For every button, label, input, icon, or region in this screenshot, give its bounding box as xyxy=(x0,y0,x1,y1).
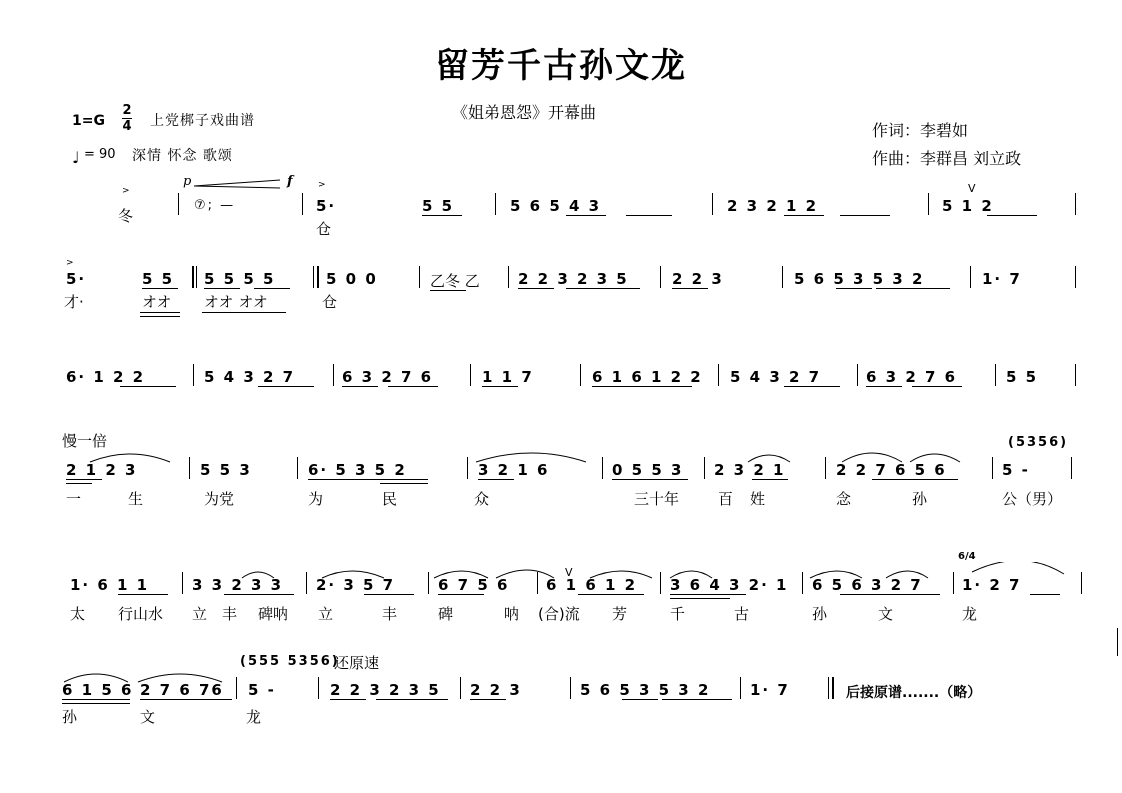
accent-mark: > xyxy=(318,180,326,190)
beam-line xyxy=(670,594,746,595)
beam-line xyxy=(566,288,640,289)
measure: 1· 7 xyxy=(750,681,790,699)
beam-line xyxy=(752,479,788,480)
beam-line xyxy=(62,699,130,700)
beam-line xyxy=(204,288,240,289)
lyric: 文 xyxy=(878,605,894,623)
lyric: 孙 xyxy=(912,490,928,508)
lyric: 太 xyxy=(70,605,86,623)
measure: 2 1 2 3 xyxy=(66,461,138,479)
beam-line xyxy=(438,594,484,595)
lyric: 一 xyxy=(66,490,82,508)
barline xyxy=(1075,364,1076,386)
lyric: 百 xyxy=(718,490,734,508)
measure: 6 3 2 7 6 xyxy=(866,368,958,386)
grace-notes: (5356) xyxy=(1008,435,1069,450)
repeat-start-barline xyxy=(196,266,197,288)
beam-line xyxy=(430,290,466,291)
accent-mark: > xyxy=(66,258,74,268)
tempo-mark: 慢一倍 xyxy=(62,432,108,450)
barline xyxy=(460,677,461,699)
barline xyxy=(1071,457,1072,479)
measure: 5· xyxy=(66,270,87,288)
measure: 6· 5 3 5 2 xyxy=(308,461,407,479)
beam-line xyxy=(482,386,518,387)
key-signature: 1=G xyxy=(72,113,105,129)
measure: 1· 6 1 1 xyxy=(70,576,150,594)
measure: 1 1 7 xyxy=(482,368,534,386)
lyric: 文 xyxy=(140,708,156,726)
score-subtitle: 《姐弟恩怨》开幕曲 xyxy=(452,103,597,122)
barline xyxy=(712,193,713,215)
beam-line xyxy=(840,215,890,216)
lyric: 姓 xyxy=(750,490,766,508)
beam-line xyxy=(518,288,554,289)
barline xyxy=(995,364,996,386)
breath-mark: V xyxy=(968,182,976,195)
beam-line xyxy=(672,288,708,289)
beam-line xyxy=(140,316,180,317)
measure: 6 3 2 7 6 xyxy=(342,368,434,386)
barline xyxy=(660,572,661,594)
barline xyxy=(740,677,741,699)
crescendo-hairpin-icon xyxy=(180,176,300,192)
beam-line xyxy=(258,386,314,387)
beam-line xyxy=(330,699,366,700)
barline xyxy=(718,364,719,386)
lyric: 念 xyxy=(836,490,852,508)
beam-line xyxy=(470,699,506,700)
beam-line xyxy=(118,594,168,595)
beam-line xyxy=(478,479,514,480)
beam-line xyxy=(66,483,92,484)
beam-line xyxy=(388,386,438,387)
barline xyxy=(419,266,420,288)
measure: 5 6 5 4 3 xyxy=(510,197,602,215)
beam-line xyxy=(662,699,732,700)
dynamic-piano: p xyxy=(183,174,192,189)
beam-line xyxy=(578,594,644,595)
measure: 2 2 7 6 5 6 xyxy=(836,461,947,479)
beam-line xyxy=(912,386,962,387)
lyric: 三十年 xyxy=(634,490,680,508)
beam-line xyxy=(872,479,958,480)
barline xyxy=(467,457,468,479)
measure: 5 0 0 xyxy=(326,270,378,288)
measure: 5· xyxy=(316,197,337,215)
measure: 2 7 6 76 xyxy=(140,681,224,699)
mood-label: 深情 怀念 歌颂 xyxy=(132,148,233,164)
measure: 6 1 6 1 2 2 xyxy=(592,368,703,386)
beam-line xyxy=(142,288,178,289)
barline xyxy=(782,266,783,288)
beam-line xyxy=(140,312,180,313)
lyric: 呐 xyxy=(504,605,520,623)
beam-line xyxy=(202,312,286,313)
beam-line xyxy=(784,386,840,387)
measure: 1· 2 7 xyxy=(962,576,1022,594)
barline xyxy=(704,457,705,479)
measure: 5 5 5 5 xyxy=(204,270,276,288)
lyric: 千 xyxy=(670,605,686,623)
beam-line xyxy=(66,479,102,480)
beam-line xyxy=(840,594,940,595)
measure: 2· 3 5 7 xyxy=(316,576,396,594)
measure: 5 1 2 xyxy=(942,197,994,215)
barline xyxy=(333,364,334,386)
measure: 2 2 3 2 3 5 xyxy=(330,681,441,699)
barline xyxy=(236,677,237,699)
lyric: 立 xyxy=(318,605,334,623)
tempo-restore-mark: 还原速 xyxy=(334,654,380,672)
repeat-end-barline xyxy=(313,266,314,288)
measure: 5 5 xyxy=(1006,368,1039,386)
beam-line xyxy=(120,386,176,387)
barline xyxy=(189,457,190,479)
beam-line xyxy=(254,288,290,289)
barline xyxy=(297,457,298,479)
beam-line xyxy=(866,386,902,387)
beam-line xyxy=(308,479,428,480)
lyric: 孙 xyxy=(62,708,78,726)
barline xyxy=(660,266,661,288)
barline xyxy=(193,364,194,386)
breath-mark: V xyxy=(565,566,573,579)
lyric: 行山水 xyxy=(118,605,164,623)
barline xyxy=(470,364,471,386)
lyric: 碑 xyxy=(438,605,454,623)
measure: 2 2 3 xyxy=(470,681,522,699)
measure: 2 3 2 1 2 xyxy=(727,197,819,215)
measure: 6 5 6 3 2 7 xyxy=(812,576,923,594)
barline xyxy=(1075,266,1076,288)
measure: 3 6 4 3 2· 1 xyxy=(670,576,789,594)
barline xyxy=(857,364,858,386)
lyric: 公（男） xyxy=(1002,490,1063,508)
barline xyxy=(318,677,319,699)
measure: 乙冬 乙 xyxy=(430,272,480,290)
beam-line xyxy=(626,215,672,216)
beam-line xyxy=(612,479,688,480)
time-signature-denominator: 4 xyxy=(122,119,132,134)
lyric: 为党 xyxy=(204,490,235,508)
lyric: 丰 xyxy=(382,605,398,623)
dynamic-forte: f xyxy=(287,174,293,189)
barline xyxy=(580,364,581,386)
measure: 5 - xyxy=(248,681,276,699)
lyric: (合)流 xyxy=(538,605,580,623)
beam-line xyxy=(876,288,950,289)
barline xyxy=(570,677,571,699)
beam-line xyxy=(566,215,606,216)
measure: 0 5 5 3 xyxy=(612,461,684,479)
accent-mark: > xyxy=(122,186,130,196)
barline xyxy=(970,266,971,288)
beam-line xyxy=(1030,594,1060,595)
beam-line xyxy=(987,215,1037,216)
barline xyxy=(953,572,954,594)
beam-line xyxy=(422,215,462,216)
beam-line xyxy=(592,386,692,387)
beam-line xyxy=(364,594,414,595)
measure: 5 6 5 3 5 3 2 xyxy=(580,681,711,699)
measure: 2 2 3 xyxy=(672,270,724,288)
quarter-note-icon: ♩ xyxy=(72,148,80,167)
grace-notes: (555 5356) xyxy=(240,654,340,669)
barline xyxy=(602,457,603,479)
lyric: 丰 xyxy=(222,605,238,623)
measure: 6 7 5 6 xyxy=(438,576,510,594)
lyric: 古 xyxy=(734,605,750,623)
measure: 3 3 2 3 3 xyxy=(192,576,284,594)
beam-line xyxy=(836,288,872,289)
barline xyxy=(802,572,803,594)
measure: 5 4 3 2 7 xyxy=(204,368,296,386)
barline xyxy=(828,677,829,699)
measure: ⑦; — xyxy=(194,198,236,213)
lyric: 龙 xyxy=(962,605,978,623)
barline xyxy=(182,572,183,594)
lyricist-credit: 作词：李碧如 xyxy=(872,121,969,140)
beam-line xyxy=(140,699,232,700)
measure: 6· 1 2 2 xyxy=(66,368,146,386)
genre-label: 上党梆子戏曲谱 xyxy=(150,113,255,129)
measure: 2 3 2 1 xyxy=(714,461,786,479)
measure: 5 5 xyxy=(142,270,175,288)
measure: 5 - xyxy=(1002,461,1030,479)
measure: 2 2 3 2 3 5 xyxy=(518,270,629,288)
lyric: 龙 xyxy=(246,708,262,726)
meter-change: 6/4 xyxy=(958,551,976,562)
lyric-cai: 才· xyxy=(64,293,84,311)
lyric-caicai: オオ xyxy=(142,293,172,311)
barline xyxy=(178,193,179,215)
barline xyxy=(302,193,303,215)
barline xyxy=(992,457,993,479)
beam-line xyxy=(622,699,658,700)
beam-line xyxy=(376,699,448,700)
time-signature-numerator: 2 xyxy=(122,103,132,118)
lyric: 为 xyxy=(308,490,324,508)
barline xyxy=(306,572,307,594)
barline xyxy=(508,266,509,288)
barline xyxy=(832,677,834,699)
lyric-dong: 冬 xyxy=(118,207,134,225)
barline xyxy=(1117,628,1118,656)
barline xyxy=(428,572,429,594)
tempo-value: = 90 xyxy=(84,147,116,162)
measure: 6 1 5 6 xyxy=(62,681,134,699)
beam-line xyxy=(380,483,428,484)
time-signature xyxy=(122,104,132,133)
barline xyxy=(1081,572,1082,594)
measure: 5 4 3 2 7 xyxy=(730,368,822,386)
lyric-cang: 仓 xyxy=(322,293,338,311)
measure: 6 1 6 1 2 xyxy=(546,576,638,594)
lyric: 孙 xyxy=(812,605,828,623)
lyric-caicai: オオ オオ xyxy=(204,293,268,311)
lyric: 立 xyxy=(192,605,208,623)
beam-line xyxy=(670,598,730,599)
measure: 5 6 5 3 5 3 2 xyxy=(794,270,925,288)
lyric: 众 xyxy=(474,490,490,508)
measure: 3 2 1 6 xyxy=(478,461,550,479)
lyric: 碑呐 xyxy=(258,605,289,623)
barline xyxy=(1075,193,1076,215)
score-title: 留芳千古孙文龙 xyxy=(435,46,687,86)
continuation-note: 后接原谱.......（略） xyxy=(846,685,982,701)
beam-line xyxy=(62,703,130,704)
barline xyxy=(495,193,496,215)
lyric: 民 xyxy=(382,490,398,508)
beam-line xyxy=(342,386,378,387)
lyric-cang: 仓 xyxy=(316,220,332,238)
beam-line xyxy=(784,215,824,216)
barline xyxy=(537,572,538,594)
measure: 1· 7 xyxy=(982,270,1022,288)
lyric: 生 xyxy=(128,490,144,508)
lyric: 芳 xyxy=(612,605,628,623)
barline xyxy=(825,457,826,479)
measure: 5 5 xyxy=(422,197,455,215)
repeat-start-barline xyxy=(192,266,194,288)
composer-credit: 作曲：李群昌 刘立政 xyxy=(872,149,1022,168)
measure: 5 5 3 xyxy=(200,461,252,479)
beam-line xyxy=(224,594,294,595)
repeat-end-barline xyxy=(317,266,319,288)
barline xyxy=(928,193,929,215)
